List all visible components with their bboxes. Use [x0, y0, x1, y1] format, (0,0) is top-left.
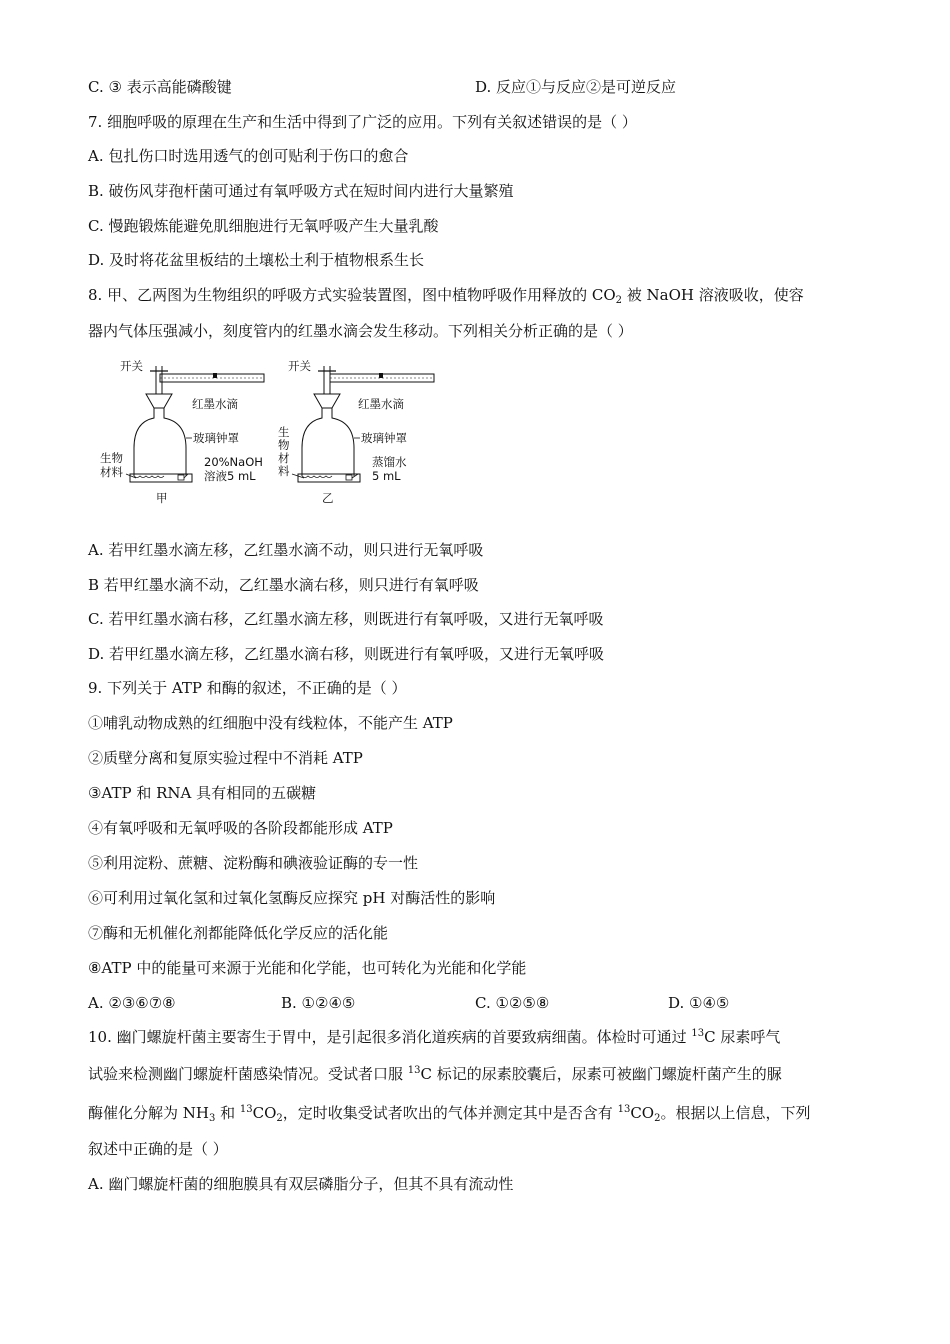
- yi-material-label-v4: 料: [278, 464, 290, 478]
- yi-material-label-v3: 材: [278, 451, 290, 465]
- q8-stem-1-sub: 2: [615, 295, 623, 306]
- q8-apparatus-figure: [96, 356, 436, 512]
- yi-bell-jar: [302, 408, 354, 476]
- q8-stem-1-suffix: 被 NaOH 溶液吸收，使容: [622, 286, 804, 304]
- q9-statement-2: ②质壁分离和复原实验过程中不消耗 ATP: [88, 749, 363, 767]
- q8-stem-line-1: [88, 284, 804, 306]
- q10-l3-c: CO: [252, 1104, 277, 1122]
- q9-option-b[interactable]: B. ①②④⑤: [281, 994, 356, 1012]
- q10-l3-sub3: 2: [654, 1113, 661, 1124]
- yi-biomaterial: [302, 476, 332, 478]
- q7-option-d[interactable]: D. 及时将花盆里板结的土壤松土利于植物根系生长: [88, 251, 425, 269]
- q8-option-a[interactable]: A. 若甲红墨水滴左移，乙红墨水滴不动，则只进行无氧呼吸: [88, 541, 484, 559]
- jia-material-label-1: 生物: [100, 451, 123, 465]
- q10-l3-sub2: 2: [276, 1113, 283, 1124]
- q9-option-d[interactable]: D. ①④⑤: [668, 994, 730, 1012]
- q8-stem-1-prefix: 8. 甲、乙两图为生物组织的呼吸方式实验装置图，图中植物呼吸作用释放的 CO: [88, 286, 616, 304]
- jia-caption: 甲: [156, 491, 168, 505]
- q10-option-a[interactable]: A. 幽门螺旋杆菌的细胞膜具有双层磷脂分子，但其不具有流动性: [88, 1175, 514, 1193]
- yi-material-label-v1: 生: [278, 425, 290, 439]
- q8-option-b[interactable]: B 若甲红墨水滴不动，乙红墨水滴右移，则只进行有氧呼吸: [88, 576, 479, 594]
- q10-l3-sub1: 3: [208, 1113, 216, 1124]
- apparatus-yi: [278, 359, 434, 505]
- q9-option-c[interactable]: C. ①②⑤⑧: [475, 994, 550, 1012]
- q6-option-d[interactable]: D. 反应①与反应②是可逆反应: [475, 78, 677, 96]
- jia-stopper: [146, 394, 172, 408]
- yi-red-drop: [379, 373, 383, 378]
- q9-stem: 9. 下列关于 ATP 和酶的叙述，不正确的是（ ）: [88, 679, 407, 697]
- jia-bell-jar: [134, 408, 186, 476]
- yi-drop-label: 红墨水滴: [358, 397, 404, 411]
- q10-l3-e: CO: [630, 1104, 655, 1122]
- q7-option-b[interactable]: B. 破伤风芽孢杆菌可通过有氧呼吸方式在短时间内进行大量繁殖: [88, 182, 514, 200]
- q10-l2-a: 试验来检测幽门螺旋杆菌感染情况。受试者口服: [88, 1065, 408, 1083]
- yi-stopper: [314, 394, 340, 408]
- q10-l3-d: ，定时收集受试者吹出的气体并测定其中是否含有: [282, 1104, 618, 1122]
- jia-material-label-2: 材料: [100, 465, 123, 479]
- q10-l1-b: C 尿素呼气: [704, 1028, 781, 1046]
- yi-solution-label-2: 5 mL: [372, 469, 401, 483]
- yi-solution-label-1: 蒸馏水: [372, 455, 407, 469]
- q10-l3-f: 。根据以上信息，下列: [660, 1104, 811, 1122]
- q7-option-c[interactable]: C. 慢跑锻炼能避免肌细胞进行无氧呼吸产生大量乳酸: [88, 217, 439, 235]
- jia-drop-label: 红墨水滴: [192, 397, 238, 411]
- q10-l3-sup2: 13: [617, 1104, 631, 1115]
- q9-statement-8: ⑧ATP 中的能量可来源于光能和化学能，也可转化为光能和化学能: [88, 959, 527, 977]
- q10-l1-sup: 13: [691, 1028, 705, 1039]
- q10-l1-a: 10. 幽门螺旋杆菌主要寄生于胃中，是引起很多消化道疾病的首要致病细菌。体检时可通过: [88, 1028, 692, 1046]
- q10-l2-sup: 13: [407, 1065, 421, 1076]
- jia-bell-label: 玻璃钟罩: [193, 431, 239, 445]
- q10-stem-line-1: [88, 1026, 780, 1048]
- q10-l3-a: 酶催化分解为 NH: [88, 1104, 209, 1122]
- q10-l3-sup1: 13: [239, 1104, 253, 1115]
- q9-statement-4: ④有氧呼吸和无氧呼吸的各阶段都能形成 ATP: [88, 819, 393, 837]
- yi-switch-label: 开关: [288, 359, 311, 373]
- q8-stem-line-2: 器内气体压强减小，刻度管内的红墨水滴会发生移动。下列相关分析正确的是（ ）: [88, 322, 633, 340]
- q9-statement-1: ①哺乳动物成熟的红细胞中没有线粒体，不能产生 ATP: [88, 714, 453, 732]
- q9-statement-6: ⑥可利用过氧化氢和过氧化氢酶反应探究 pH 对酶活性的影响: [88, 889, 496, 907]
- q8-option-d[interactable]: D. 若甲红墨水滴左移，乙红墨水滴右移，则既进行有氧呼吸，又进行无氧呼吸: [88, 645, 605, 663]
- q9-statement-3: ③ATP 和 RNA 具有相同的五碳糖: [88, 784, 317, 802]
- q10-stem-line-4: 叙述中正确的是（ ）: [88, 1140, 228, 1158]
- q9-statement-7: ⑦酶和无机催化剂都能降低化学反应的活化能: [88, 924, 389, 942]
- yi-material-label-v2: 物: [278, 438, 290, 452]
- jia-solution-label-1: 20%NaOH: [204, 455, 263, 469]
- q10-l2-b: C 标记的尿素胶囊后，尿素可被幽门螺旋杆菌产生的脲: [420, 1065, 782, 1083]
- jia-red-drop: [213, 373, 217, 378]
- q9-option-a[interactable]: A. ②③⑥⑦⑧: [88, 994, 176, 1012]
- q10-stem-line-3: [88, 1102, 810, 1124]
- q6-option-c[interactable]: C. ③ 表示高能磷酸键: [88, 78, 232, 96]
- q8-option-c[interactable]: C. 若甲红墨水滴右移，乙红墨水滴左移，则既进行有氧呼吸，又进行无氧呼吸: [88, 610, 604, 628]
- yi-water-beaker: [346, 475, 352, 480]
- yi-bell-label: 玻璃钟罩: [361, 431, 407, 445]
- q10-l3-b: 和: [215, 1104, 240, 1122]
- jia-naoh-beaker: [178, 475, 184, 480]
- q7-stem: 7. 细胞呼吸的原理在生产和生活中得到了广泛的应用。下列有关叙述错误的是（ ）: [88, 113, 637, 131]
- jia-solution-label-2: 溶液5 mL: [204, 469, 256, 483]
- q7-option-a[interactable]: A. 包扎伤口时选用透气的创可贴利于伤口的愈合: [88, 147, 409, 165]
- apparatus-jia: [100, 359, 264, 505]
- q10-stem-line-2: [88, 1063, 782, 1085]
- q9-statement-5: ⑤利用淀粉、蔗糖、淀粉酶和碘液验证酶的专一性: [88, 854, 419, 872]
- yi-caption: 乙: [322, 491, 334, 505]
- jia-biomaterial: [134, 476, 164, 478]
- jia-switch-label: 开关: [120, 359, 143, 373]
